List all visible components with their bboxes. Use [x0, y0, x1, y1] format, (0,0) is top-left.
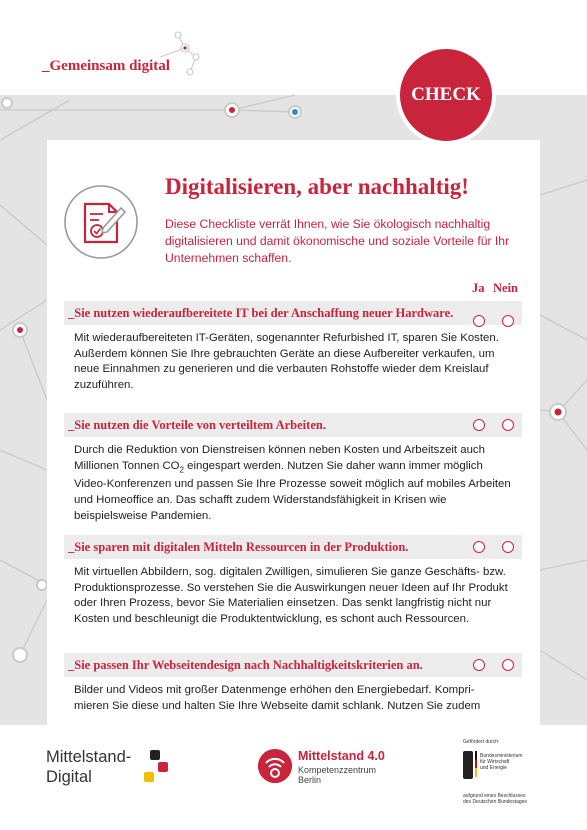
- answer-text: Bilder und Videos mit großer Datenmenge erhöhen den Energiebedarf. Kompri- mieren Sie diese und halten Sie Ihre Webseite damit schlank. Nutzen Sie zudem: [74, 684, 481, 712]
- question-text: _Sie nutzen die Vorteile von verteiltem Arbeiten.: [68, 418, 326, 432]
- page-title: Digitalisieren, aber nachhaltig!: [165, 174, 469, 199]
- question-text: _Sie sparen mit digitalen Mitteln Ressourcen in der Produktion.: [68, 540, 409, 554]
- column-no-label: Nein: [493, 281, 518, 295]
- answer-text: Mit virtuellen Abbildern, sog. digitalen Zwilligen, simulieren Sie ganze Geschäfts- bzw. Produktionsprozesse. So verstehen Sie die Auswirkungen neuer Ideen auf Ihr Produkt oder Ihren Prozess, bevor Sie Materialien einsetzen. Das senkt langfristig nicht nur Kosten und beschleunigt die Produktentwicklung, es schont auch Ressourcen.: [74, 566, 508, 625]
- mittelstand-digital-mark: [150, 750, 170, 784]
- no-radio[interactable]: [502, 419, 514, 431]
- federal-eagle-icon: [463, 751, 473, 779]
- intro-text: Diese Checkliste verrät Ihnen, wie Sie ökologisch nachhaltig digitalisieren und damit ökonomische und soziale Vorteile für Ihr Unternehmen schaffen.: [165, 217, 510, 265]
- checklist-card: [47, 140, 540, 725]
- question-row: [64, 413, 522, 437]
- checklist-item: [64, 653, 522, 714]
- question-text: _Sie nutzen wiederaufbereitete IT bei der Anschaffung neuer Hardware.: [68, 306, 454, 320]
- question-text: _Sie passen Ihr Webseitendesign nach Nachhaltigkeitskriterien an.: [68, 658, 423, 672]
- flag-icon: [475, 751, 477, 777]
- yes-radio[interactable]: [473, 659, 485, 671]
- document-pen-icon: [63, 184, 139, 260]
- wifi-gear-icon: [258, 749, 292, 783]
- check-badge: CHECK: [396, 45, 496, 145]
- no-radio[interactable]: [502, 315, 514, 327]
- column-yes-label: Ja: [472, 281, 485, 295]
- checklist-item: [64, 535, 522, 627]
- yes-radio[interactable]: [473, 541, 485, 553]
- checklist-item: [64, 301, 522, 393]
- footer: Mittelstand- Digital Mittelstand 4.0 Kompetenzzentrum Berlin Gefördert durch: Bundesministerium für Wirtschaft und Energie aufgrund eines Beschlusses des Deutschen Bundestages: [0, 725, 587, 830]
- question-row: [64, 535, 522, 559]
- brand-logo: _Gemeinsam digital: [42, 58, 170, 74]
- answer-text: Durch die Reduktion von Dienstreisen können neben Kosten und Arbeitszeit auch Millionen Tonnen $CO_2$ eingespart werden. Nutzen Sie daher wann immer möglich Video-Konferenzen und passen Sie Ihre Prozesse soweit möglich auf mobiles Arbeiten und Homeoffice an. Das schafft zudem Widerstandsfähigkeit in Krisen wie beispielsweise Pandemien.: [74, 444, 511, 522]
- mittelstand-digital-logo: Mittelstand- Digital: [46, 748, 132, 786]
- bmwi-logo: Gefördert durch: Bundesministerium für Wirtschaft und Energie aufgrund eines Beschlusses des Deutschen Bundestages: [463, 739, 527, 805]
- answer-text: Mit wiederaufbereiteten IT-Geräten, sogenannter Refurbished IT, sparen Sie Kosten. Außerdem können Sie Ihre gebrauchten Geräte an diese Aufbereiter verkaufen, um neue Einnahmen zu generieren und die verbauten Rohstoffe wieder dem Kreislauf zuzuführen.: [74, 332, 499, 391]
- question-row: [64, 301, 522, 325]
- checklist-item: [64, 413, 522, 524]
- question-row: [64, 653, 522, 677]
- no-radio[interactable]: [502, 541, 514, 553]
- yes-radio[interactable]: [473, 419, 485, 431]
- yes-radio[interactable]: [473, 315, 485, 327]
- no-radio[interactable]: [502, 659, 514, 671]
